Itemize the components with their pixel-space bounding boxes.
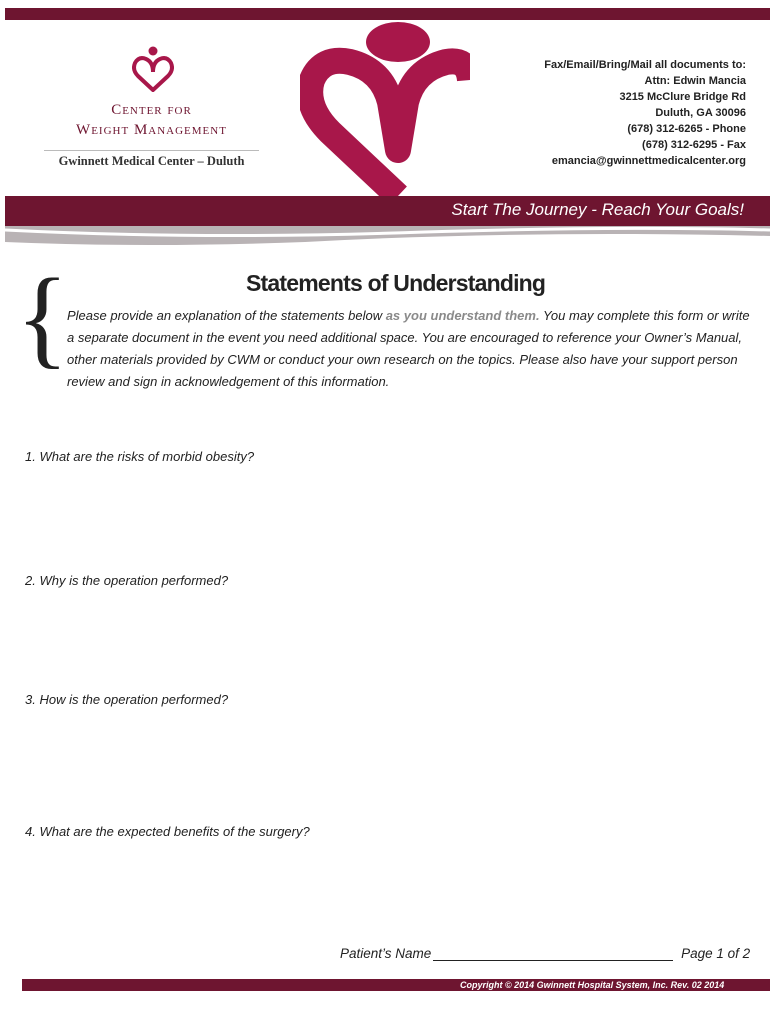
page-title: Statements of Understanding — [246, 270, 546, 296]
contact-line-attn: Attn: Edwin Mancia — [644, 75, 746, 87]
logo-line-2-text: Weight Management — [76, 122, 227, 138]
decorative-brace-icon: { — [16, 256, 69, 378]
intro-emphasis: as you understand them. — [385, 308, 540, 323]
question-1: 1. What are the risks of morbid obesity? — [25, 449, 255, 464]
top-color-bar — [5, 8, 770, 20]
question-3: 3. How is the operation performed? — [25, 692, 229, 707]
question-2: 2. Why is the operation performed? — [25, 573, 229, 588]
intro-paragraph — [67, 305, 757, 393]
signature-line — [340, 946, 750, 961]
cwm-logo — [44, 46, 259, 176]
logo-line-1 — [44, 102, 259, 119]
logo-subtitle: Gwinnett Medical Center – Duluth — [44, 150, 259, 169]
contact-line-email[interactable]: emancia@gwinnettmedicalcenter.org — [551, 155, 746, 167]
question-4: 4. What are the expected benefits of the surgery? — [25, 824, 310, 839]
logo-line-1-text: Center for — [111, 102, 192, 118]
banner-tagline: Start The Journey - Reach Your Goals! — [451, 200, 744, 219]
contact-line-fax: (678) 312-6295 - Fax — [642, 139, 746, 151]
patient-name-label: Patient’s Name — [340, 946, 432, 961]
large-heart-graphic-icon — [300, 20, 470, 200]
logo-line-2 — [44, 122, 259, 139]
intro-text-part-2: You may complete this form or write a separate document in the event you need additional space. You are encouraged to reference your Owner’s Manual, other materials provided by CWM or conduct your own research on the topics. Please also have your support person review and sign in acknowledgement of this information. — [67, 308, 750, 389]
contact-line-city: Duluth, GA 30096 — [655, 107, 746, 119]
page-number: Page 1 of 2 — [681, 946, 751, 961]
heart-logo-icon — [132, 46, 174, 92]
intro-text-part-1: Please provide an explanation of the statements below — [67, 308, 386, 323]
contact-info — [486, 57, 746, 169]
patient-name-field[interactable] — [433, 946, 673, 961]
contact-line-phone: (678) 312-6265 - Phone — [627, 123, 746, 135]
contact-line-street: 3215 McClure Bridge Rd — [619, 91, 746, 103]
copyright-notice: Copyright © 2014 Gwinnett Hospital System, Inc. Rev. 02 2014 — [460, 980, 725, 990]
contact-line-instructions: Fax/Email/Bring/Mail all documents to: — [544, 59, 746, 71]
